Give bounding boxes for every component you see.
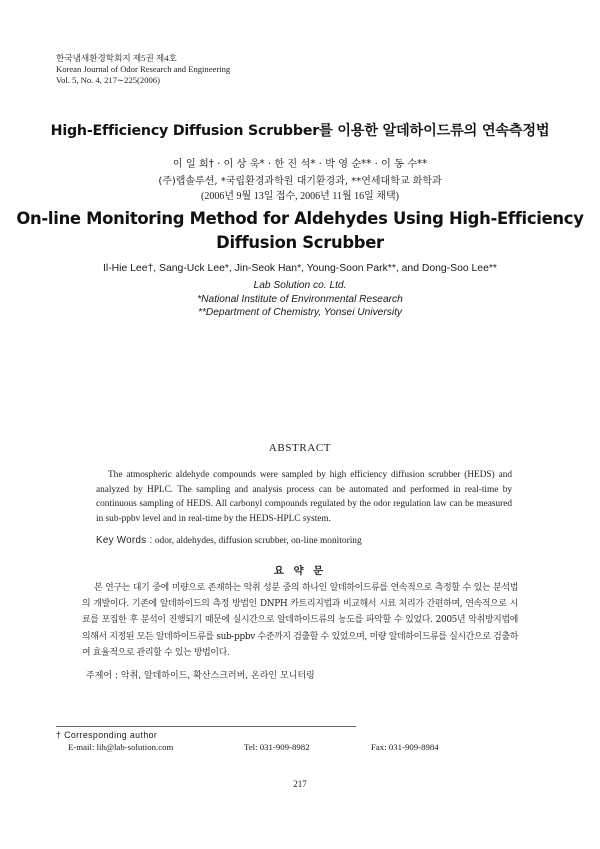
affiliation-lab-solution: Lab Solution co. Ltd. xyxy=(253,280,347,291)
contact-email: E-mail: lih@lab-solution.com xyxy=(68,742,174,752)
affiliation-nier: *National Institute of Environmental Research xyxy=(197,293,403,305)
journal-name-korean: 한국냄새환경학회지 제5권 제4호 xyxy=(56,53,177,63)
english-title-line-2: Diffusion Scrubber xyxy=(216,233,384,252)
korean-affiliations: (주)랩솔루션, *국립환경과학원 대기환경과, **연세대학교 화학과 xyxy=(158,176,442,187)
abstract-heading: ABSTRACT xyxy=(268,442,332,454)
footnote-divider xyxy=(56,726,356,727)
contact-fax: Fax: 031-909-8984 xyxy=(371,742,439,752)
korean-keywords: 주제어 : 악취, 알데하이드, 확산스크러버, 온라인 모니터링 xyxy=(86,671,315,681)
keywords-label: Key Words : xyxy=(96,535,153,546)
english-affiliations xyxy=(0,279,600,320)
journal-name-english: Korean Journal of Odor Research and Engineering xyxy=(56,64,231,74)
affiliation-yonsei: **Department of Chemistry, Yonsei University xyxy=(197,307,403,319)
submission-dates: (2006년 9월 13일 접수, 2006년 11월 16일 채택) xyxy=(201,191,399,202)
korean-abstract-text: 본 연구는 대기 중에 미량으로 존재하는 악취 성분 중의 하나인 알데하이드류를 연속적으로 측정할 수 있는 분석법의 개발이다. 기존에 알데하이드의 측정 방법인 DNPH 카트리지법과 비교해서 시료 처리가 간편하며, 연속적으로 시료를 포집한 후 분석이 진행되기 때문에 실시간으로 알데하이드류의 농도를 파악할 수 있었다. 2005년 악취방지법에 의해서 지정된 모든 알데하이드류를 sub-ppbv 수준까지 검출할 수 있었으며, 미량 알데하이드류를 실시간으로 검출하여 효율적으로 관리할 수 있는 방법이다. xyxy=(82,583,518,658)
abstract-text: The atmospheric aldehyde compounds were sampled by high efficiency diffusion scrubber (HEDS) and analyzed by HPLC. The sampling and analysis process can be automated and performed in real-time by continuous sampling of HEDS. All carbonyl compounds regulated by the odor regulation law can be measured in sub-ppbv level and in real-time by the HEDS-HPLC system. xyxy=(96,470,512,524)
keywords-list: odor, aldehydes, diffusion scrubber, on-line monitoring xyxy=(154,536,362,546)
journal-volume: Vol. 5, No. 4, 217∼225(2006) xyxy=(56,75,160,85)
journal-header xyxy=(56,53,230,86)
korean-authors: 이 일 희† · 이 상 욱* · 한 진 석* · 박 영 순** · 이 동 수** xyxy=(172,159,428,170)
contact-phone: Tel: 031-909-8982 xyxy=(244,742,310,752)
korean-title: High-Efficiency Diffusion Scrubber를 이용한 알데하이드류의 연속측정법 xyxy=(50,123,550,139)
corresponding-author-note: † Corresponding author xyxy=(56,730,158,740)
keywords xyxy=(96,535,362,546)
page-number: 217 xyxy=(293,779,307,789)
korean-abstract-heading: 요 약 문 xyxy=(273,565,327,577)
english-authors: Il-Hie Lee†, Sang-Uck Lee*, Jin-Seok Han*, Young-Soon Park**, and Dong-Soo Lee** xyxy=(103,263,497,274)
english-title-line-1: On-line Monitoring Method for Aldehydes Using High-Efficiency xyxy=(16,209,584,228)
english-title xyxy=(0,207,600,255)
